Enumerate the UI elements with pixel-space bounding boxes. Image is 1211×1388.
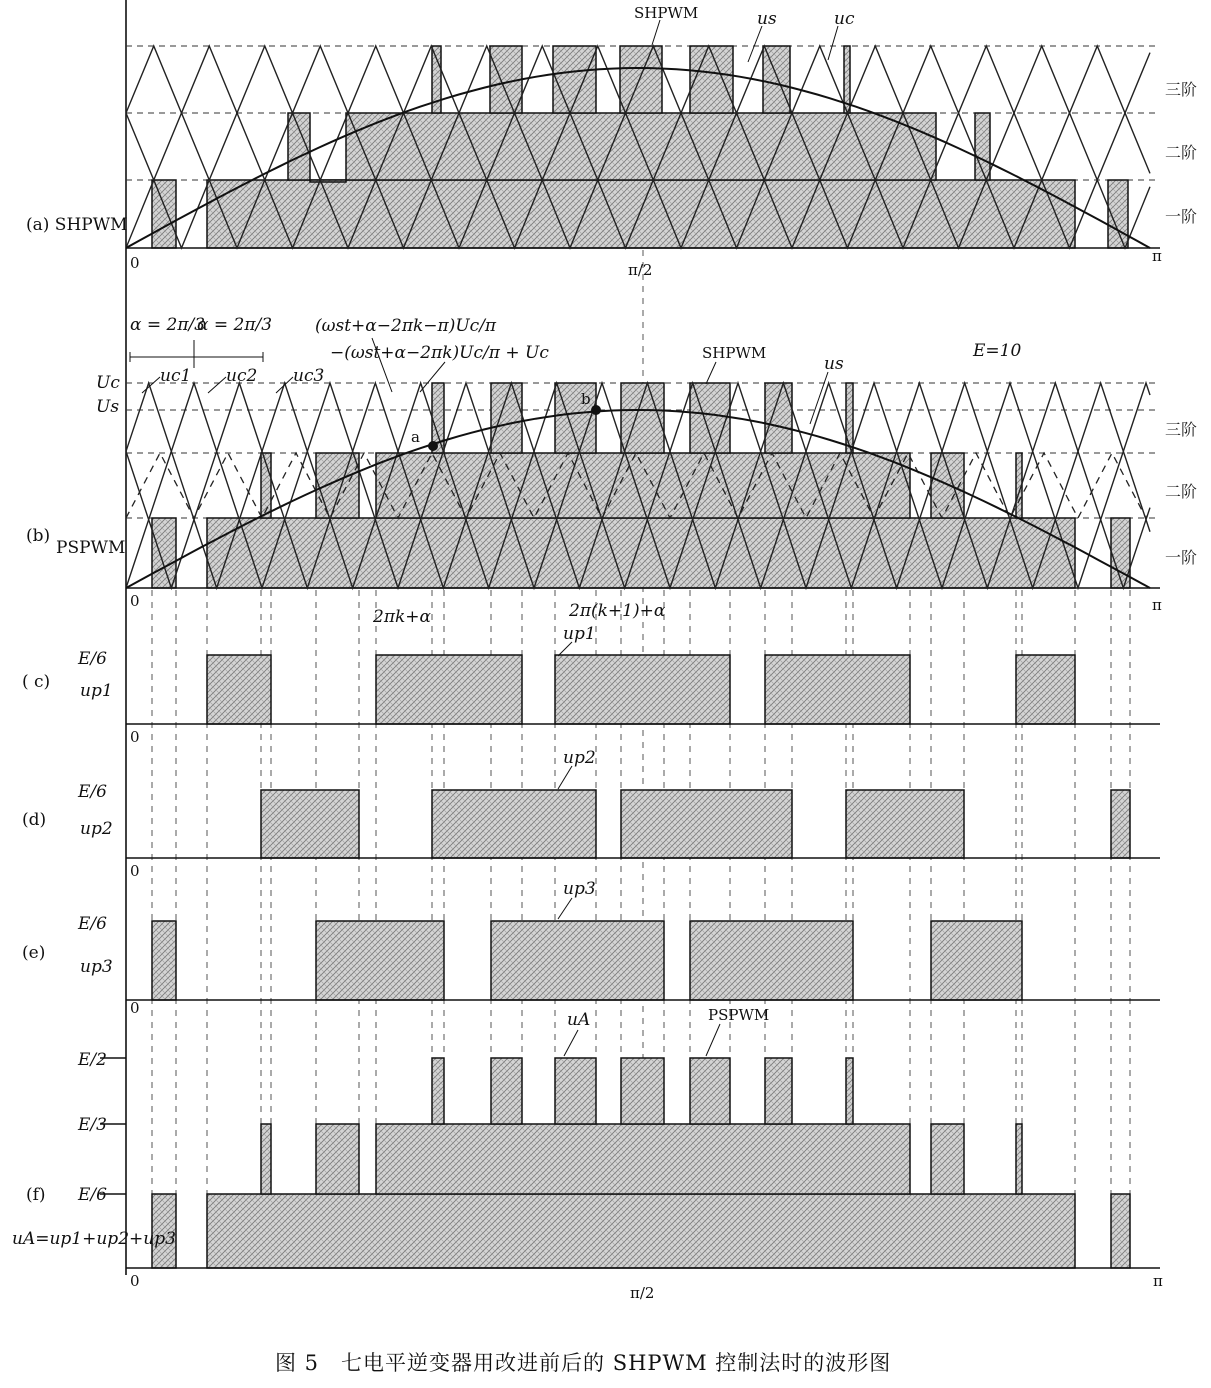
panel-c-pulse-3 <box>555 655 730 724</box>
panel-a-level-3: 三阶 <box>1165 80 1198 99</box>
panel-a-pulse-band1b-1 <box>310 180 346 182</box>
panel-d-level: E/6 <box>78 782 107 802</box>
panel-a-shpwm-tag: SHPWM <box>634 4 699 22</box>
panel-d-label: (d) <box>22 810 47 830</box>
panel-d-signal: up2 <box>80 819 113 839</box>
panel-b-y-us: Us <box>96 397 120 417</box>
panel-f-pulse-level2-1 <box>261 1124 271 1194</box>
panel-e-pulse-3 <box>491 921 664 1000</box>
panel-e-label: (e) <box>22 943 46 963</box>
panel-c-signal: up1 <box>80 681 113 701</box>
panel-e-pulse-5 <box>931 921 1022 1000</box>
panel-c-tag: up1 <box>563 624 596 644</box>
panel-a-pulse-band2-2 <box>346 113 936 180</box>
panel-f-pulse-level1-3 <box>1111 1194 1130 1268</box>
panel-b-carrier-1: uc1 <box>160 366 192 386</box>
panel-f-pulse-level3-5 <box>690 1058 730 1124</box>
panel-b-us-tag: us <box>824 354 844 374</box>
panel-f-level-e3: E/3 <box>78 1115 107 1135</box>
panel-f-pulse-level3-7 <box>846 1058 853 1124</box>
panel-b-point-a: a <box>411 428 420 446</box>
panel-c-pulse-2 <box>376 655 522 724</box>
panel-d-tag-leader <box>558 766 572 789</box>
panel-b-pspwm <box>126 383 1160 588</box>
panel-e-tag-leader <box>558 898 572 919</box>
panel-a-label: (a) SHPWM <box>26 215 128 235</box>
panel-b-level-2: 二阶 <box>1165 482 1198 501</box>
panel-f-sum: uA=up1+up2+up3 <box>12 1229 176 1249</box>
panel-d-pulse-4 <box>846 790 964 858</box>
panel-b-pulse-band1-1 <box>152 518 176 588</box>
panel-f-pulse-level3-6 <box>765 1058 792 1124</box>
panel-b-point-b-dot <box>591 405 601 415</box>
panel-a-shpwm <box>126 46 1160 248</box>
panel-b-mark-1: 2πk+α <box>373 607 432 627</box>
panel-c-pulse-4 <box>765 655 910 724</box>
panel-a-level-1: 一阶 <box>1165 207 1198 226</box>
panel-b-point-a-dot <box>428 441 438 451</box>
panel-d-pulse-3 <box>621 790 792 858</box>
panel-b-label-a: (b) <box>26 526 51 546</box>
panel-b-level-3: 三阶 <box>1165 420 1198 439</box>
panel-f-x-end: π <box>1153 1272 1163 1290</box>
panel-b-shpwm-leader <box>706 362 716 384</box>
panel-f-label: (f) <box>26 1185 46 1205</box>
panel-f-pulse-level2-3 <box>376 1124 910 1194</box>
panel-f-ua <box>100 1058 1160 1268</box>
panel-b-x-start: 0 <box>130 592 140 610</box>
panel-c-zero: 0 <box>130 728 140 746</box>
panel-e-signal: up3 <box>80 957 113 977</box>
panel-a-pulse-band3-4 <box>620 46 662 113</box>
panel-a-us-tag: us <box>757 9 777 29</box>
panel-e-tag: up3 <box>563 879 596 899</box>
panel-f-pspwm-leader <box>706 1024 720 1056</box>
panel-b-eq-2: −(ωst+α−2πk)Uc/π + Uc <box>330 343 549 363</box>
panel-b-alpha-dimension <box>130 340 263 368</box>
panel-a-x-end: π <box>1152 247 1162 265</box>
panel-b-mark-2: 2π(k+1)+α <box>569 601 666 621</box>
panel-b-pulse-band3-2 <box>491 383 522 453</box>
panel-c-label: ( c) <box>22 672 51 692</box>
panel-a-uc-leader <box>828 26 838 60</box>
panel-a-pulse-band3-6 <box>763 46 790 113</box>
panel-f-x-start: 0 <box>130 1272 140 1290</box>
panel-e-pulse-4 <box>690 921 853 1000</box>
panel-a-pulse-band1-1 <box>152 180 176 248</box>
panel-a-pulse-band3-5 <box>690 46 733 113</box>
panel-e-pulse-1 <box>152 921 176 1000</box>
panel-c-tag-leader <box>558 642 572 656</box>
panel-f-level-e2: E/2 <box>78 1050 107 1070</box>
panel-f-ua-tag: uA <box>567 1010 591 1030</box>
panel-a-level-2: 二阶 <box>1165 143 1198 162</box>
panel-d-pulse-2 <box>432 790 596 858</box>
panel-d-pulse-1 <box>261 790 359 858</box>
panel-b-pulse-band3-6 <box>765 383 792 453</box>
panel-f-pulse-level3-2 <box>491 1058 522 1124</box>
panel-c-up1 <box>126 655 1160 724</box>
panel-f-pulse-level2-2 <box>316 1124 359 1194</box>
figure-caption: 图 5 七电平逆变器用改进前后的 SHPWM 控制法时的波形图 <box>275 1351 892 1375</box>
panel-f-ua-leader <box>564 1030 578 1056</box>
panel-b-shpwm-tag: SHPWM <box>702 344 767 362</box>
panel-f-pulse-level3-4 <box>621 1058 664 1124</box>
panel-c-pulse-5 <box>1016 655 1075 724</box>
panel-a-x-mid: π/2 <box>628 261 653 279</box>
panel-a-shpwm-leader <box>652 20 660 45</box>
panel-e-level: E/6 <box>78 914 107 934</box>
panel-d-zero: 0 <box>130 862 140 880</box>
panel-d-up2 <box>126 790 1160 858</box>
panel-a-x-start: 0 <box>130 254 140 272</box>
panel-e-pulse-2 <box>316 921 444 1000</box>
panel-f-pulse-level2-5 <box>1016 1124 1022 1194</box>
panel-b-level-1: 一阶 <box>1165 548 1198 567</box>
panel-b-point-b: b <box>581 390 591 408</box>
panel-f-pulse-level3-3 <box>555 1058 596 1124</box>
panel-f-pulse-level3-1 <box>432 1058 444 1124</box>
panel-b-eq-1: (ωst+α−2πk−π)Uc/π <box>315 316 497 336</box>
panel-b-pulse-band2-2 <box>316 453 359 518</box>
panel-f-pspwm-tag: PSPWM <box>708 1006 770 1024</box>
panel-c-pulse-1 <box>207 655 271 724</box>
panel-b-e-tag: E=10 <box>973 341 1022 361</box>
panel-a-uc-tag: uc <box>834 9 855 29</box>
panel-b-label-b: PSPWM <box>56 538 126 558</box>
panel-b-pulse-band3-7 <box>846 383 853 453</box>
panel-b-us-leader <box>810 372 828 424</box>
panel-b-carrier-3: uc3 <box>293 366 325 386</box>
panel-f-level-e6: E/6 <box>78 1185 107 1205</box>
panel-f-pulse-level1-2 <box>207 1194 1075 1268</box>
panel-b-carrier-2: uc2 <box>226 366 258 386</box>
panel-b-alpha-1: α = 2π/3 <box>130 315 206 335</box>
panel-f-pulse-level2-4 <box>931 1124 964 1194</box>
panel-b-y-uc: Uc <box>96 373 120 393</box>
panel-c-level: E/6 <box>78 649 107 669</box>
panel-b-alpha-2: α = 2π/3 <box>197 315 273 335</box>
panel-d-tag: up2 <box>563 748 596 768</box>
panel-e-zero: 0 <box>130 999 140 1017</box>
panel-f-x-mid: π/2 <box>630 1284 655 1302</box>
panel-b-x-end: π <box>1152 596 1162 614</box>
panel-e-up3 <box>126 921 1160 1000</box>
panel-d-pulse-5 <box>1111 790 1130 858</box>
